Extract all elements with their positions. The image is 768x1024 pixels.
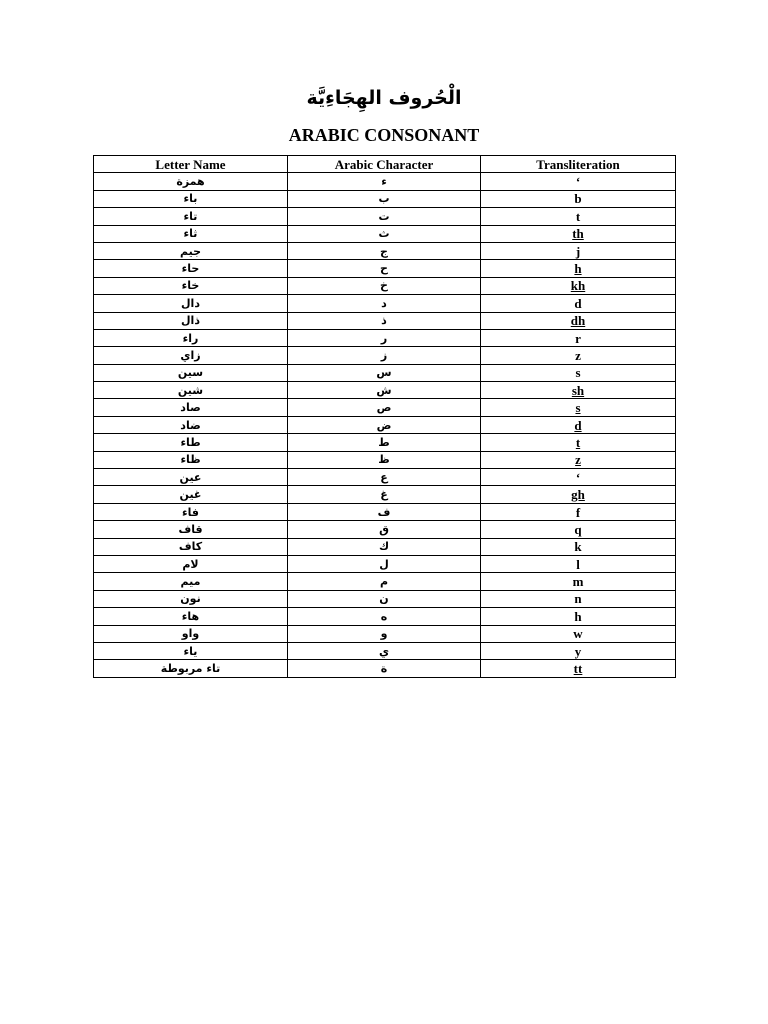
arabic-character-cell: ء: [288, 173, 481, 190]
transliteration-cell: [481, 260, 676, 277]
table-row: [94, 312, 676, 329]
arabic-character-cell: ن: [288, 590, 481, 607]
transliteration-cell: [481, 173, 676, 190]
letter-name-cell: ميم: [94, 573, 288, 590]
transliteration-cell: [481, 329, 676, 346]
letter-name-cell: قاف: [94, 521, 288, 538]
transliteration-text: t: [575, 208, 581, 224]
transliteration-text: m: [572, 574, 584, 590]
page-title: ARABIC CONSONANT: [288, 125, 480, 145]
table-row: [94, 173, 676, 190]
transliteration-cell: [481, 608, 676, 625]
transliteration-cell: [481, 625, 676, 642]
arabic-character-cell: م: [288, 573, 481, 590]
arabic-character-cell: ة: [288, 660, 481, 677]
transliteration-text: t: [575, 434, 581, 450]
transliteration-text: y: [574, 643, 582, 659]
transliteration-cell: [481, 242, 676, 259]
table-row: [94, 399, 676, 416]
table-row: [94, 469, 676, 486]
table-row: [94, 242, 676, 259]
consonant-table: [93, 155, 676, 678]
transliteration-text: sh: [571, 382, 585, 398]
table-row: [94, 555, 676, 572]
table-row: [94, 277, 676, 294]
arabic-character-cell: ظ: [288, 451, 481, 468]
transliteration-text: f: [575, 504, 581, 520]
arabic-character-cell: خ: [288, 277, 481, 294]
letter-name-cell: ذال: [94, 312, 288, 329]
transliteration-text: kh: [570, 278, 586, 294]
transliteration-cell: [481, 295, 676, 312]
letter-name-cell: واو: [94, 625, 288, 642]
transliteration-cell: [481, 225, 676, 242]
letter-name-cell: نون: [94, 590, 288, 607]
transliteration-text: k: [574, 539, 582, 555]
column-header-transliteration: Transliteration: [481, 156, 676, 173]
letter-name-cell: همزة: [94, 173, 288, 190]
transliteration-text: q: [574, 521, 582, 537]
transliteration-text: s: [575, 365, 581, 381]
transliteration-text: ‘: [575, 469, 581, 485]
transliteration-text: j: [575, 243, 581, 259]
letter-name-cell: لام: [94, 555, 288, 572]
arabic-character-cell: د: [288, 295, 481, 312]
table-row: [94, 416, 676, 433]
arabic-character-cell: ك: [288, 538, 481, 555]
transliteration-text: h: [574, 608, 582, 624]
transliteration-cell: [481, 555, 676, 572]
arabic-character-cell: ز: [288, 347, 481, 364]
table-row: [94, 260, 676, 277]
arabic-character-cell: ع: [288, 469, 481, 486]
arabic-character-cell: و: [288, 625, 481, 642]
transliteration-cell: [481, 521, 676, 538]
letter-name-cell: تاء: [94, 208, 288, 225]
letter-name-cell: غين: [94, 486, 288, 503]
transliteration-text: d: [574, 295, 582, 311]
transliteration-cell: [481, 503, 676, 520]
arabic-character-cell: س: [288, 364, 481, 381]
letter-name-cell: زاي: [94, 347, 288, 364]
letter-name-cell: ثاء: [94, 225, 288, 242]
transliteration-text: th: [572, 226, 584, 242]
transliteration-cell: [481, 190, 676, 207]
column-header-letter-name: Letter Name: [94, 156, 288, 173]
table-row: [94, 625, 676, 642]
table-row: [94, 364, 676, 381]
table-row: [94, 521, 676, 538]
table-row: [94, 642, 676, 659]
arabic-character-cell: ب: [288, 190, 481, 207]
transliteration-text: z: [575, 347, 581, 363]
arabic-character-cell: ط: [288, 434, 481, 451]
transliteration-text: s: [575, 400, 581, 416]
table-row: [94, 503, 676, 520]
arabic-character-cell: غ: [288, 486, 481, 503]
arabic-character-cell: ح: [288, 260, 481, 277]
arabic-character-cell: ث: [288, 225, 481, 242]
transliteration-text: h: [574, 261, 582, 277]
letter-name-cell: دال: [94, 295, 288, 312]
letter-name-cell: سين: [94, 364, 288, 381]
arabic-character-cell: ه: [288, 608, 481, 625]
arabic-character-cell: ف: [288, 503, 481, 520]
transliteration-cell: [481, 660, 676, 677]
arabic-character-cell: ت: [288, 208, 481, 225]
table-row: [94, 608, 676, 625]
arabic-character-cell: ي: [288, 642, 481, 659]
table-row: [94, 660, 676, 677]
arabic-character-cell: ق: [288, 521, 481, 538]
letter-name-cell: شين: [94, 382, 288, 399]
transliteration-cell: [481, 416, 676, 433]
table-row: [94, 451, 676, 468]
arabic-character-cell: ض: [288, 416, 481, 433]
transliteration-cell: [481, 312, 676, 329]
letter-name-cell: فاء: [94, 503, 288, 520]
transliteration-cell: [481, 538, 676, 555]
letter-name-cell: ظاء: [94, 451, 288, 468]
transliteration-cell: [481, 486, 676, 503]
transliteration-cell: [481, 469, 676, 486]
transliteration-cell: [481, 642, 676, 659]
transliteration-cell: [481, 451, 676, 468]
transliteration-text: r: [575, 330, 581, 346]
arabic-character-cell: ل: [288, 555, 481, 572]
transliteration-cell: [481, 434, 676, 451]
letter-name-cell: جيم: [94, 242, 288, 259]
transliteration-cell: [481, 208, 676, 225]
table-row: [94, 225, 676, 242]
table-row: [94, 573, 676, 590]
transliteration-cell: [481, 399, 676, 416]
transliteration-text: w: [573, 626, 583, 642]
page-title-arabic: الْحُروف الهِجَاءِيَّة: [306, 87, 462, 109]
letter-name-cell: ياء: [94, 642, 288, 659]
table-row: [94, 208, 676, 225]
table-row: [94, 538, 676, 555]
transliteration-cell: [481, 277, 676, 294]
table-row: [94, 486, 676, 503]
transliteration-text: tt: [573, 661, 583, 677]
letter-name-cell: تاء مربوطة: [94, 660, 288, 677]
letter-name-cell: عين: [94, 469, 288, 486]
letter-name-cell: باء: [94, 190, 288, 207]
letter-name-cell: هاء: [94, 608, 288, 625]
table-header-row: [94, 156, 676, 173]
table-row: [94, 382, 676, 399]
arabic-character-cell: ذ: [288, 312, 481, 329]
table-row: [94, 434, 676, 451]
arabic-character-cell: ص: [288, 399, 481, 416]
transliteration-cell: [481, 382, 676, 399]
letter-name-cell: كاف: [94, 538, 288, 555]
letter-name-cell: خاء: [94, 277, 288, 294]
transliteration-text: b: [574, 191, 582, 207]
table-row: [94, 295, 676, 312]
letter-name-cell: حاء: [94, 260, 288, 277]
letter-name-cell: راء: [94, 329, 288, 346]
table-row: [94, 190, 676, 207]
transliteration-cell: [481, 573, 676, 590]
arabic-character-cell: ج: [288, 242, 481, 259]
letter-name-cell: طاء: [94, 434, 288, 451]
transliteration-text: z: [575, 452, 581, 468]
letter-name-cell: ضاد: [94, 416, 288, 433]
arabic-character-cell: ر: [288, 329, 481, 346]
transliteration-cell: [481, 347, 676, 364]
letter-name-cell: صاد: [94, 399, 288, 416]
transliteration-text: n: [574, 591, 582, 607]
table-row: [94, 329, 676, 346]
table-row: [94, 590, 676, 607]
transliteration-text: d: [574, 417, 582, 433]
transliteration-text: l: [576, 556, 580, 572]
transliteration-cell: [481, 590, 676, 607]
transliteration-text: dh: [570, 313, 586, 329]
table-row: [94, 347, 676, 364]
transliteration-text: gh: [571, 487, 585, 503]
column-header-arabic-character: Arabic Character: [288, 156, 481, 173]
table-body: [94, 173, 676, 677]
transliteration-cell: [481, 364, 676, 381]
transliteration-text: ‘: [575, 174, 581, 190]
arabic-character-cell: ش: [288, 382, 481, 399]
